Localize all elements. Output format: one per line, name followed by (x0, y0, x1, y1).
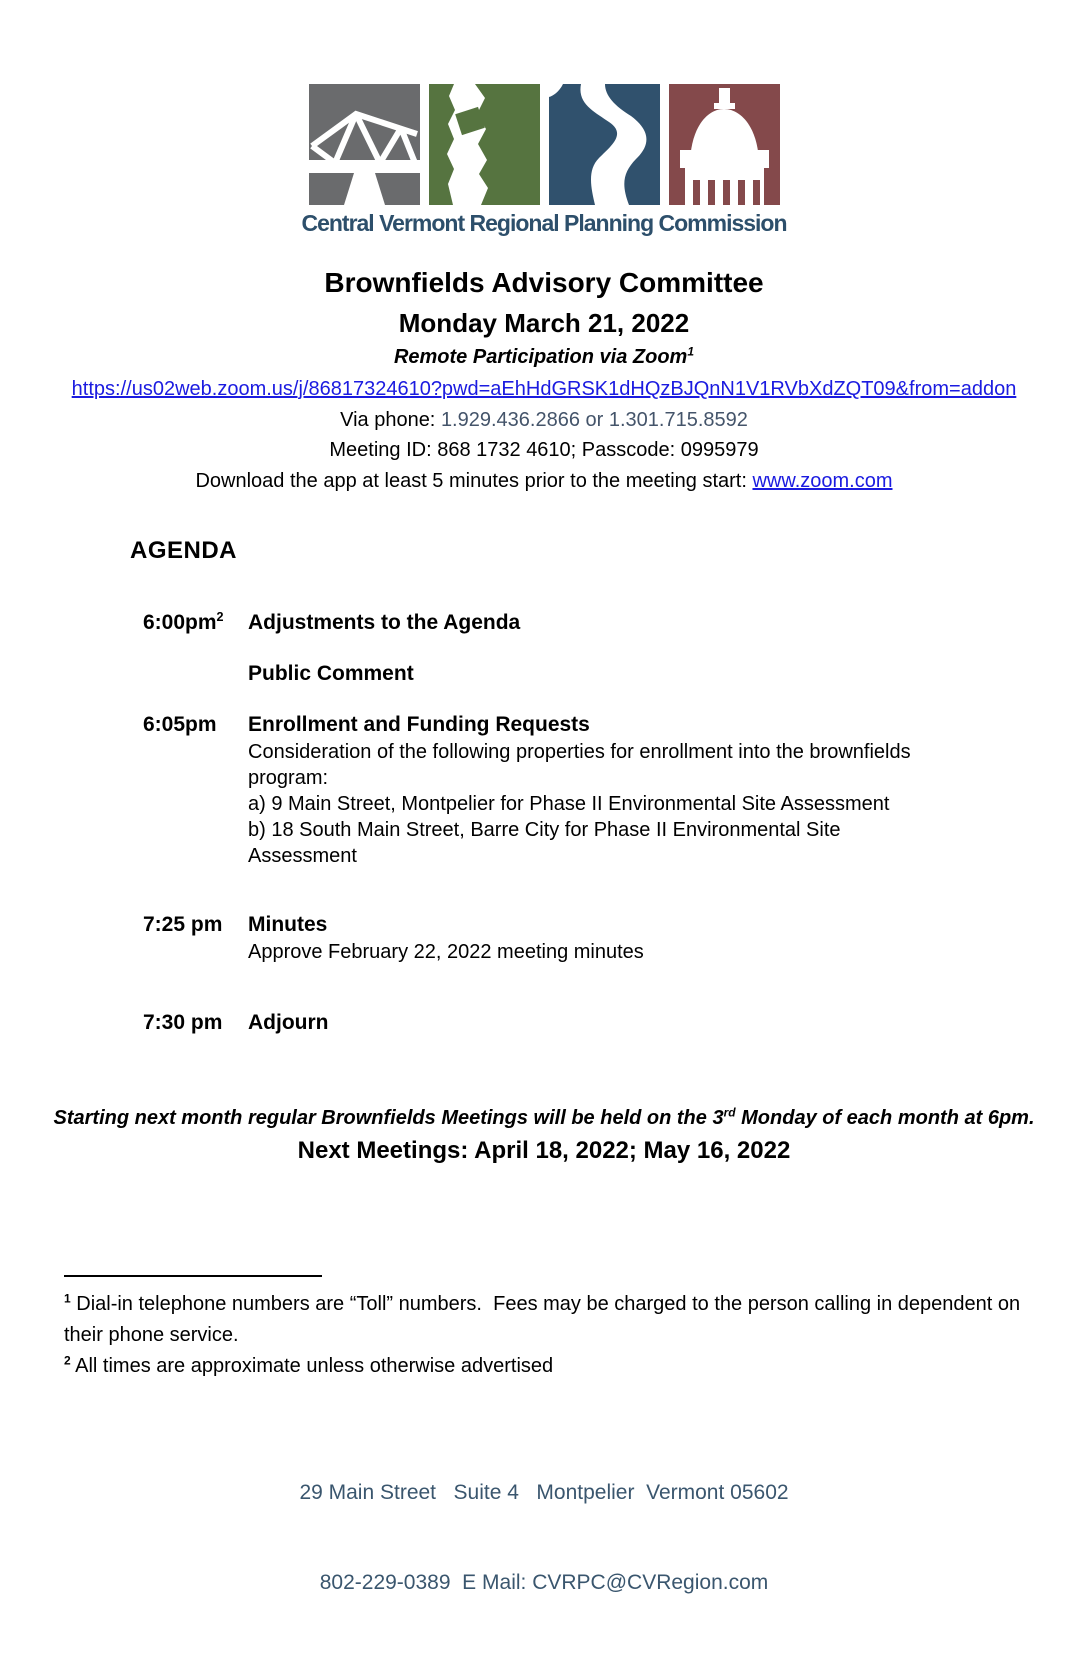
agenda-time (143, 611, 248, 635)
footnote-ref-2: 2 (216, 610, 224, 624)
agenda-time (143, 913, 248, 965)
footnote-2-text: All times are approximate unless otherwise advertised (70, 1355, 554, 1377)
agenda-time-text: 6:05pm (143, 713, 217, 736)
agenda-item-enrollment (143, 713, 1088, 869)
agenda-item-minutes (143, 913, 1088, 965)
agenda-desc (248, 913, 948, 965)
agenda-desc (248, 1011, 948, 1035)
footer-contact: 802-229-0389 E Mail: CVRPC@CVRegion.com (319, 1571, 769, 1594)
footnote-ref-1: 1 (687, 344, 695, 359)
agenda-desc (248, 662, 948, 686)
ordinal-sup: rd (723, 1105, 736, 1120)
river-icon (549, 84, 660, 205)
document-header (0, 0, 1088, 237)
footnote-2-ref: 2 (64, 1353, 71, 1368)
zoom-link-line (0, 378, 1088, 401)
agenda-item-title: Public Comment (248, 662, 414, 685)
footnote-separator (64, 1275, 322, 1277)
cvrpc-logo (0, 84, 1088, 205)
logo-panel-river (549, 84, 660, 205)
capitol-dome-icon (669, 84, 780, 205)
vermont-state-icon (429, 84, 540, 205)
agenda-item-title: Adjustments to the Agenda (248, 611, 521, 634)
agenda-item-detail: Consideration of the following properties for enrollment into the brownfields program: (248, 741, 911, 789)
agenda-time-text: 6:00pm (143, 611, 217, 634)
agenda-item-adjourn (143, 1011, 1088, 1035)
org-name: Central Vermont Regional Planning Commission (301, 210, 787, 236)
agenda-item-title: Minutes (248, 913, 328, 936)
phone-label: Via phone: (340, 409, 436, 431)
phone-numbers: 1.929.436.2866 or 1.301.715.8592 (440, 409, 748, 431)
bridge-icon (309, 84, 420, 205)
meeting-id-line: Meeting ID: 868 1732 4610; Passcode: 0995979 (329, 439, 759, 461)
logo-panel-capitol (669, 84, 780, 205)
participation-note (0, 346, 1088, 369)
phone-line (0, 409, 1088, 432)
agenda-time (143, 662, 248, 686)
footnote-1-text: Dial-in telephone numbers are “Toll” numbers. Fees may be charged to the person calling in dependent on their phone service. (64, 1293, 1026, 1346)
footnote-1-ref: 1 (64, 1291, 71, 1306)
download-text: Download the app at least 5 minutes prior to the meeting start: (195, 470, 747, 492)
agenda-time (143, 713, 248, 869)
zoom-meeting-link[interactable]: https://us02web.zoom.us/j/86817324610?pwd=aEhHdGRSK1dHQzBJQnN1V1RVbXdZQT09&from=addon (71, 378, 1017, 400)
agenda-item-detail: b) 18 South Main Street, Barre City for Phase II Environmental Site Assessment (248, 819, 841, 867)
download-line (0, 470, 1088, 493)
agenda-item-title: Enrollment and Funding Requests (248, 713, 590, 736)
footnotes-section (0, 1275, 1088, 1382)
agenda-time-text: 7:25 pm (143, 913, 223, 936)
notes-section (0, 1107, 1088, 1165)
logo-panel-bridge (309, 84, 420, 205)
meeting-date: Monday March 21, 2022 (398, 308, 690, 338)
agenda-time-text: 7:30 pm (143, 1011, 223, 1034)
agenda-section (0, 537, 1088, 1035)
agenda-item-adjustments (143, 611, 1088, 635)
agenda-item-title: Adjourn (248, 1011, 329, 1034)
meeting-info (0, 267, 1088, 493)
schedule-note-text: Starting next month regular Brownfields Meetings will be held on the 3 (53, 1107, 724, 1129)
footer-address: 29 Main Street Suite 4 Montpelier Vermont 05602 (299, 1481, 789, 1504)
footnote-1 (64, 1289, 1028, 1351)
participation-text: Remote Participation via Zoom (393, 346, 688, 368)
agenda-time (143, 1011, 248, 1035)
schedule-note-text-cont: Monday of each month at 6pm. (735, 1107, 1035, 1129)
document-footer (0, 1418, 1088, 1658)
agenda-item-detail: a) 9 Main Street, Montpelier for Phase II Environmental Site Assessment (248, 793, 890, 815)
footnote-2 (64, 1351, 1028, 1382)
agenda-item-detail: Approve February 22, 2022 meeting minutes (248, 941, 644, 963)
agenda-desc (248, 713, 948, 869)
zoom-download-link[interactable]: www.zoom.com (752, 470, 893, 492)
agenda-heading: AGENDA (130, 537, 238, 564)
next-meetings: Next Meetings: April 18, 2022; May 16, 2022 (297, 1137, 791, 1164)
agenda-item-public-comment (143, 662, 1088, 686)
logo-panel-vermont (429, 84, 540, 205)
agenda-desc (248, 611, 948, 635)
meeting-title: Brownfields Advisory Committee (324, 267, 764, 298)
schedule-note (0, 1107, 1088, 1130)
